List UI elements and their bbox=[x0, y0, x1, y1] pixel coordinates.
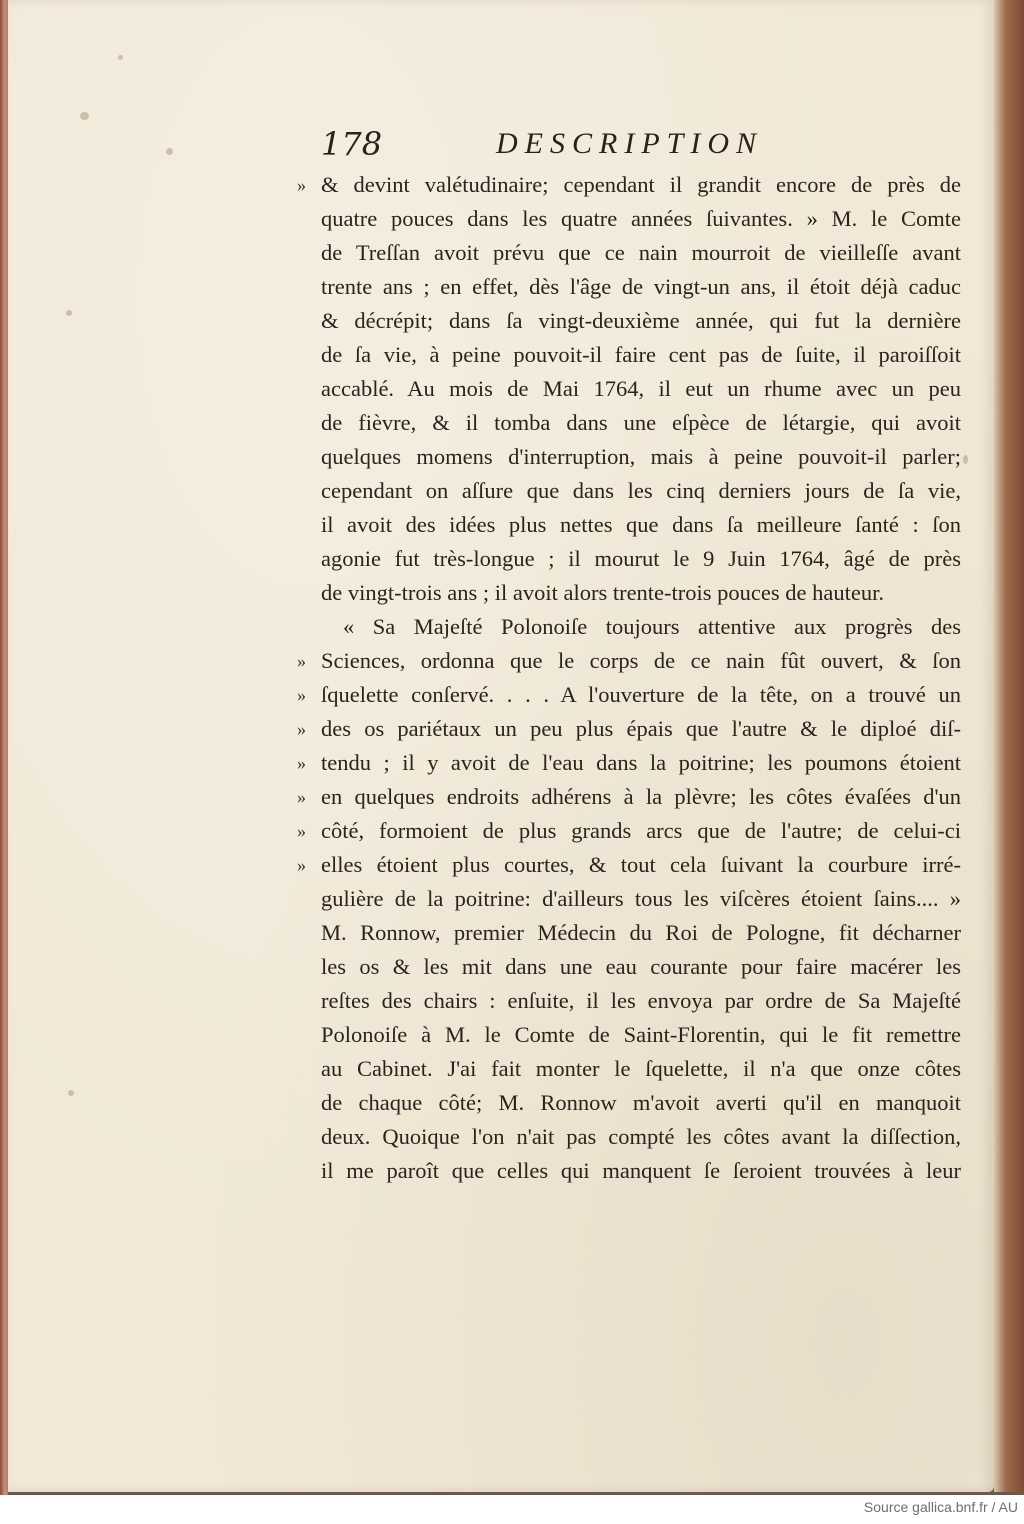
paper-speck bbox=[66, 310, 72, 316]
text-line bbox=[321, 202, 961, 236]
text-line bbox=[321, 610, 961, 644]
line-text: de ſa vie, à peine pouvoit-il faire cent pas de ſuite, il paroiſſoit bbox=[321, 342, 961, 367]
line-text: M. Ronnow, premier Médecin du Roi de Pologne, fit décharner bbox=[321, 920, 961, 945]
line-text: de vingt-trois ans ; il avoit alors trente-trois pouces de hauteur. bbox=[321, 580, 884, 605]
text-line bbox=[321, 338, 961, 372]
line-text: trente ans ; en effet, dès l'âge de vingt-un ans, il étoit déjà caduc bbox=[321, 274, 961, 299]
line-text: agonie fut très-longue ; il mourut le 9 Juin 1764, âgé de près bbox=[321, 546, 961, 571]
line-text: les os & les mit dans une eau courante pour faire macérer les bbox=[321, 954, 961, 979]
line-text: ſquelette conſervé. . . . A l'ouverture de la tête, on a trouvé un bbox=[321, 682, 961, 707]
line-text: tendu ; il y avoit de l'eau dans la poitrine; les poumons étoient bbox=[321, 750, 961, 775]
text-line bbox=[321, 372, 961, 406]
text-line bbox=[321, 304, 961, 338]
line-text: & décrépit; dans ſa vingt-deuxième année, qui fut la dernière bbox=[321, 308, 961, 333]
line-text: & devint valétudinaire; cependant il grandit encore de près de bbox=[321, 172, 961, 197]
text-line bbox=[321, 950, 961, 984]
text-line bbox=[321, 508, 961, 542]
quotation-mark: » bbox=[297, 753, 306, 773]
line-text: côté, formoient de plus grands arcs que de l'autre; de celui-ci bbox=[321, 818, 961, 843]
text-line bbox=[321, 1154, 961, 1188]
text-line bbox=[321, 542, 961, 576]
text-line bbox=[297, 848, 961, 882]
quotation-mark: » bbox=[297, 651, 306, 671]
paper-speck bbox=[963, 455, 968, 464]
text-line bbox=[297, 168, 961, 202]
text-line bbox=[321, 1052, 961, 1086]
paper-speck bbox=[166, 148, 173, 155]
text-line bbox=[321, 474, 961, 508]
text-line bbox=[321, 916, 961, 950]
quotation-mark: » bbox=[297, 719, 306, 739]
quotation-mark: » bbox=[297, 685, 306, 705]
text-line bbox=[321, 576, 961, 610]
line-text: Polonoiſe à M. le Comte de Saint-Florentin, qui le fit remettre bbox=[321, 1022, 961, 1047]
text-line bbox=[297, 644, 961, 678]
line-text: cependant on aſſure que dans les cinq derniers jours de ſa vie, bbox=[321, 478, 961, 503]
line-text: accablé. Au mois de Mai 1764, il eut un rhume avec un peu bbox=[321, 376, 961, 401]
paper-speck bbox=[80, 112, 89, 120]
text-line bbox=[321, 1120, 961, 1154]
text-line bbox=[321, 882, 961, 916]
text-line bbox=[321, 984, 961, 1018]
text-line bbox=[297, 780, 961, 814]
line-text: Sciences, ordonna que le corps de ce nain fût ouvert, & ſon bbox=[321, 648, 961, 673]
running-title: DESCRIPTION bbox=[496, 127, 763, 160]
text-line bbox=[297, 678, 961, 712]
line-text: quatre pouces dans les quatre années ſuivantes. » M. le Comte bbox=[321, 206, 961, 231]
source-credit: Source gallica.bnf.fr / AU bbox=[863, 1499, 1018, 1515]
line-text: de Treſſan avoit prévu que ce nain mourroit de vieilleſſe avant bbox=[321, 240, 961, 265]
line-text: elles étoient plus courtes, & tout cela ſuivant la courbure irré- bbox=[321, 852, 961, 877]
line-text: il avoit des idées plus nettes que dans ſa meilleure ſanté : ſon bbox=[321, 512, 961, 537]
quotation-mark: » bbox=[297, 175, 306, 195]
quotation-mark: » bbox=[297, 855, 306, 875]
body-text bbox=[297, 168, 961, 1188]
page-number: 178 bbox=[321, 125, 383, 163]
line-text: de chaque côté; M. Ronnow m'avoit averti qu'il en manquoit bbox=[321, 1090, 961, 1115]
line-text: deux. Quoique l'on n'ait pas compté les côtes avant la diſſection, bbox=[321, 1124, 961, 1149]
text-line bbox=[321, 406, 961, 440]
page-header bbox=[321, 125, 961, 165]
quotation-mark: » bbox=[297, 787, 306, 807]
line-text: des os pariétaux un peu plus épais que l'autre & le diploé diſ- bbox=[321, 716, 961, 741]
text-line bbox=[321, 440, 961, 474]
line-text: gulière de la poitrine: d'ailleurs tous les viſcères étoient ſains.... » bbox=[321, 886, 961, 911]
text-line bbox=[321, 1086, 961, 1120]
line-text: « Sa Majeſté Polonoiſe toujours attentive aux progrès des bbox=[343, 614, 961, 639]
paper-speck bbox=[68, 1090, 74, 1096]
text-line bbox=[321, 1018, 961, 1052]
page-fore-edge bbox=[994, 0, 1024, 1492]
text-line bbox=[297, 712, 961, 746]
line-text: quelques momens d'interruption, mais à peine pouvoit-il parler; bbox=[321, 444, 961, 469]
line-text: il me paroît que celles qui manquent ſe ſeroient trouvées à leur bbox=[321, 1158, 961, 1183]
text-line bbox=[297, 746, 961, 780]
text-line bbox=[297, 814, 961, 848]
paper-speck bbox=[118, 55, 123, 60]
line-text: en quelques endroits adhérens à la plèvre; les côtes évaſées d'un bbox=[321, 784, 961, 809]
line-text: au Cabinet. J'ai fait monter le ſquelette, il n'a que onze côtes bbox=[321, 1056, 961, 1081]
text-line bbox=[321, 236, 961, 270]
quotation-mark: » bbox=[297, 821, 306, 841]
text-line bbox=[321, 270, 961, 304]
line-text: de fièvre, & il tomba dans une eſpèce de létargie, qui avoit bbox=[321, 410, 961, 435]
book-binding-edge bbox=[0, 0, 8, 1495]
line-text: reſtes des chairs : enſuite, il les envoya par ordre de Sa Majeſté bbox=[321, 988, 961, 1013]
